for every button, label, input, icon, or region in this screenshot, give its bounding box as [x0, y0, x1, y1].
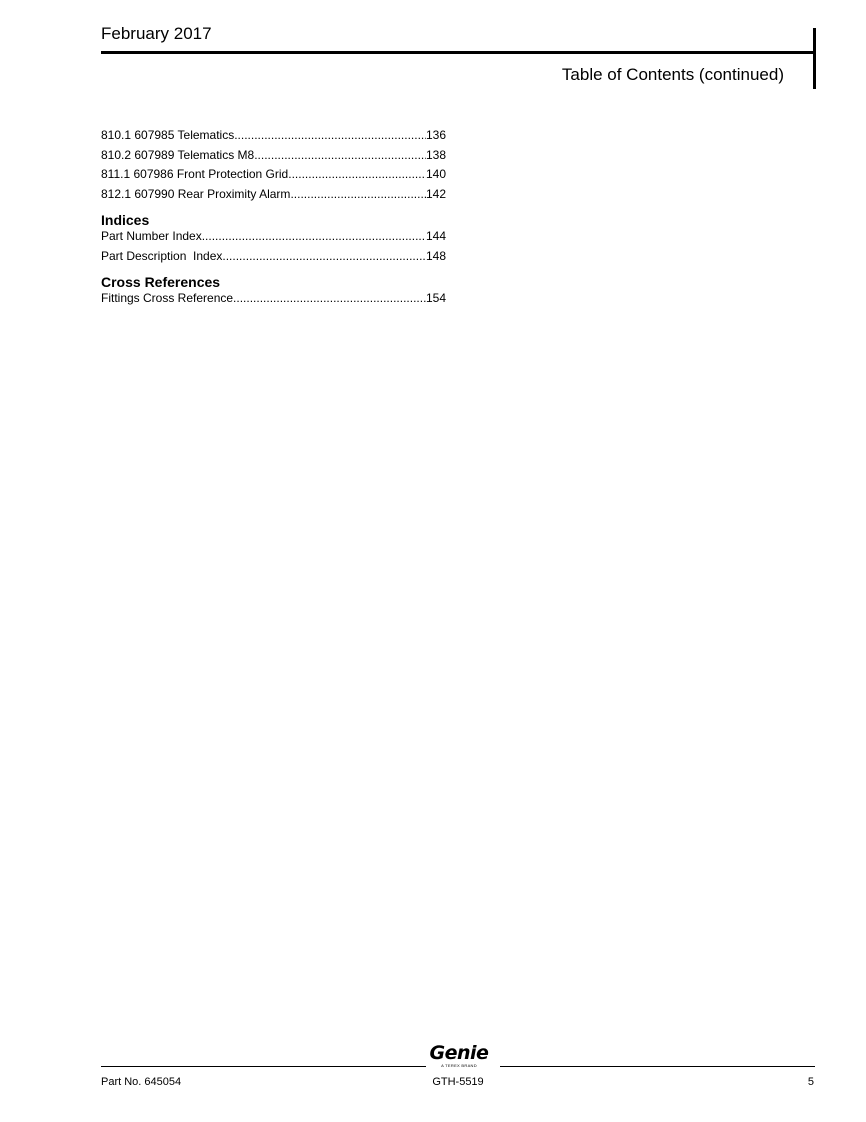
toc-entry[interactable]: [101, 247, 446, 267]
toc-entry-label: 812.1 607990 Rear Proximity Alarm: [101, 186, 291, 201]
table-of-contents: [101, 126, 446, 309]
toc-entry[interactable]: [101, 126, 446, 146]
footer-model: GTH-5519: [432, 1076, 484, 1088]
toc-entry-page: 140: [425, 167, 446, 181]
toc-entry-label: Part Description Index: [101, 248, 223, 263]
toc-entry-page: 148: [425, 248, 446, 263]
toc-entry-page: 144: [425, 229, 446, 243]
toc-entry-page: 136: [425, 128, 446, 142]
toc-leader-dots: [290, 185, 426, 205]
toc-leader-dots: [202, 227, 426, 247]
toc-section-heading-cross-references: Cross References: [101, 274, 221, 290]
toc-leader-dots: [288, 165, 426, 185]
toc-entry[interactable]: [101, 146, 446, 166]
footer-part-number: Part No. 645054: [101, 1076, 182, 1088]
logo-tagline: A TEREX BRAND: [441, 1063, 477, 1068]
page-title: Table of Contents (continued): [561, 65, 784, 84]
footer-rule-right: [500, 1066, 815, 1067]
footer-rule-left: [101, 1066, 426, 1067]
toc-leader-dots: [233, 289, 426, 309]
genie-logo: [428, 1043, 490, 1068]
footer-page-number: 5: [807, 1076, 814, 1088]
header-vertical-rule: [813, 28, 816, 89]
toc-entry-label: 811.1 607986 Front Protection Grid: [101, 167, 289, 181]
header-rule: [101, 51, 816, 54]
toc-entry-page: 142: [425, 186, 446, 201]
toc-entry[interactable]: [101, 227, 446, 247]
toc-leader-dots: [234, 126, 426, 146]
toc-entry[interactable]: [101, 289, 446, 309]
toc-leader-dots: [222, 247, 426, 267]
toc-entry-label: Part Number Index: [101, 229, 202, 243]
toc-entry-label: 810.1 607985 Telematics: [101, 128, 235, 142]
toc-entry-page: 154: [425, 291, 446, 305]
toc-entry[interactable]: [101, 165, 446, 185]
header-date: February 2017: [101, 24, 212, 43]
toc-entry-page: 138: [425, 147, 446, 162]
toc-leader-dots: [254, 146, 426, 166]
toc-entry-label: Fittings Cross Reference: [101, 291, 234, 305]
toc-section-heading-indices: Indices: [101, 212, 150, 228]
toc-entry[interactable]: [101, 185, 446, 205]
toc-entry-label: 810.2 607989 Telematics M8: [101, 147, 255, 162]
logo-wordmark: Genie: [429, 1042, 489, 1064]
